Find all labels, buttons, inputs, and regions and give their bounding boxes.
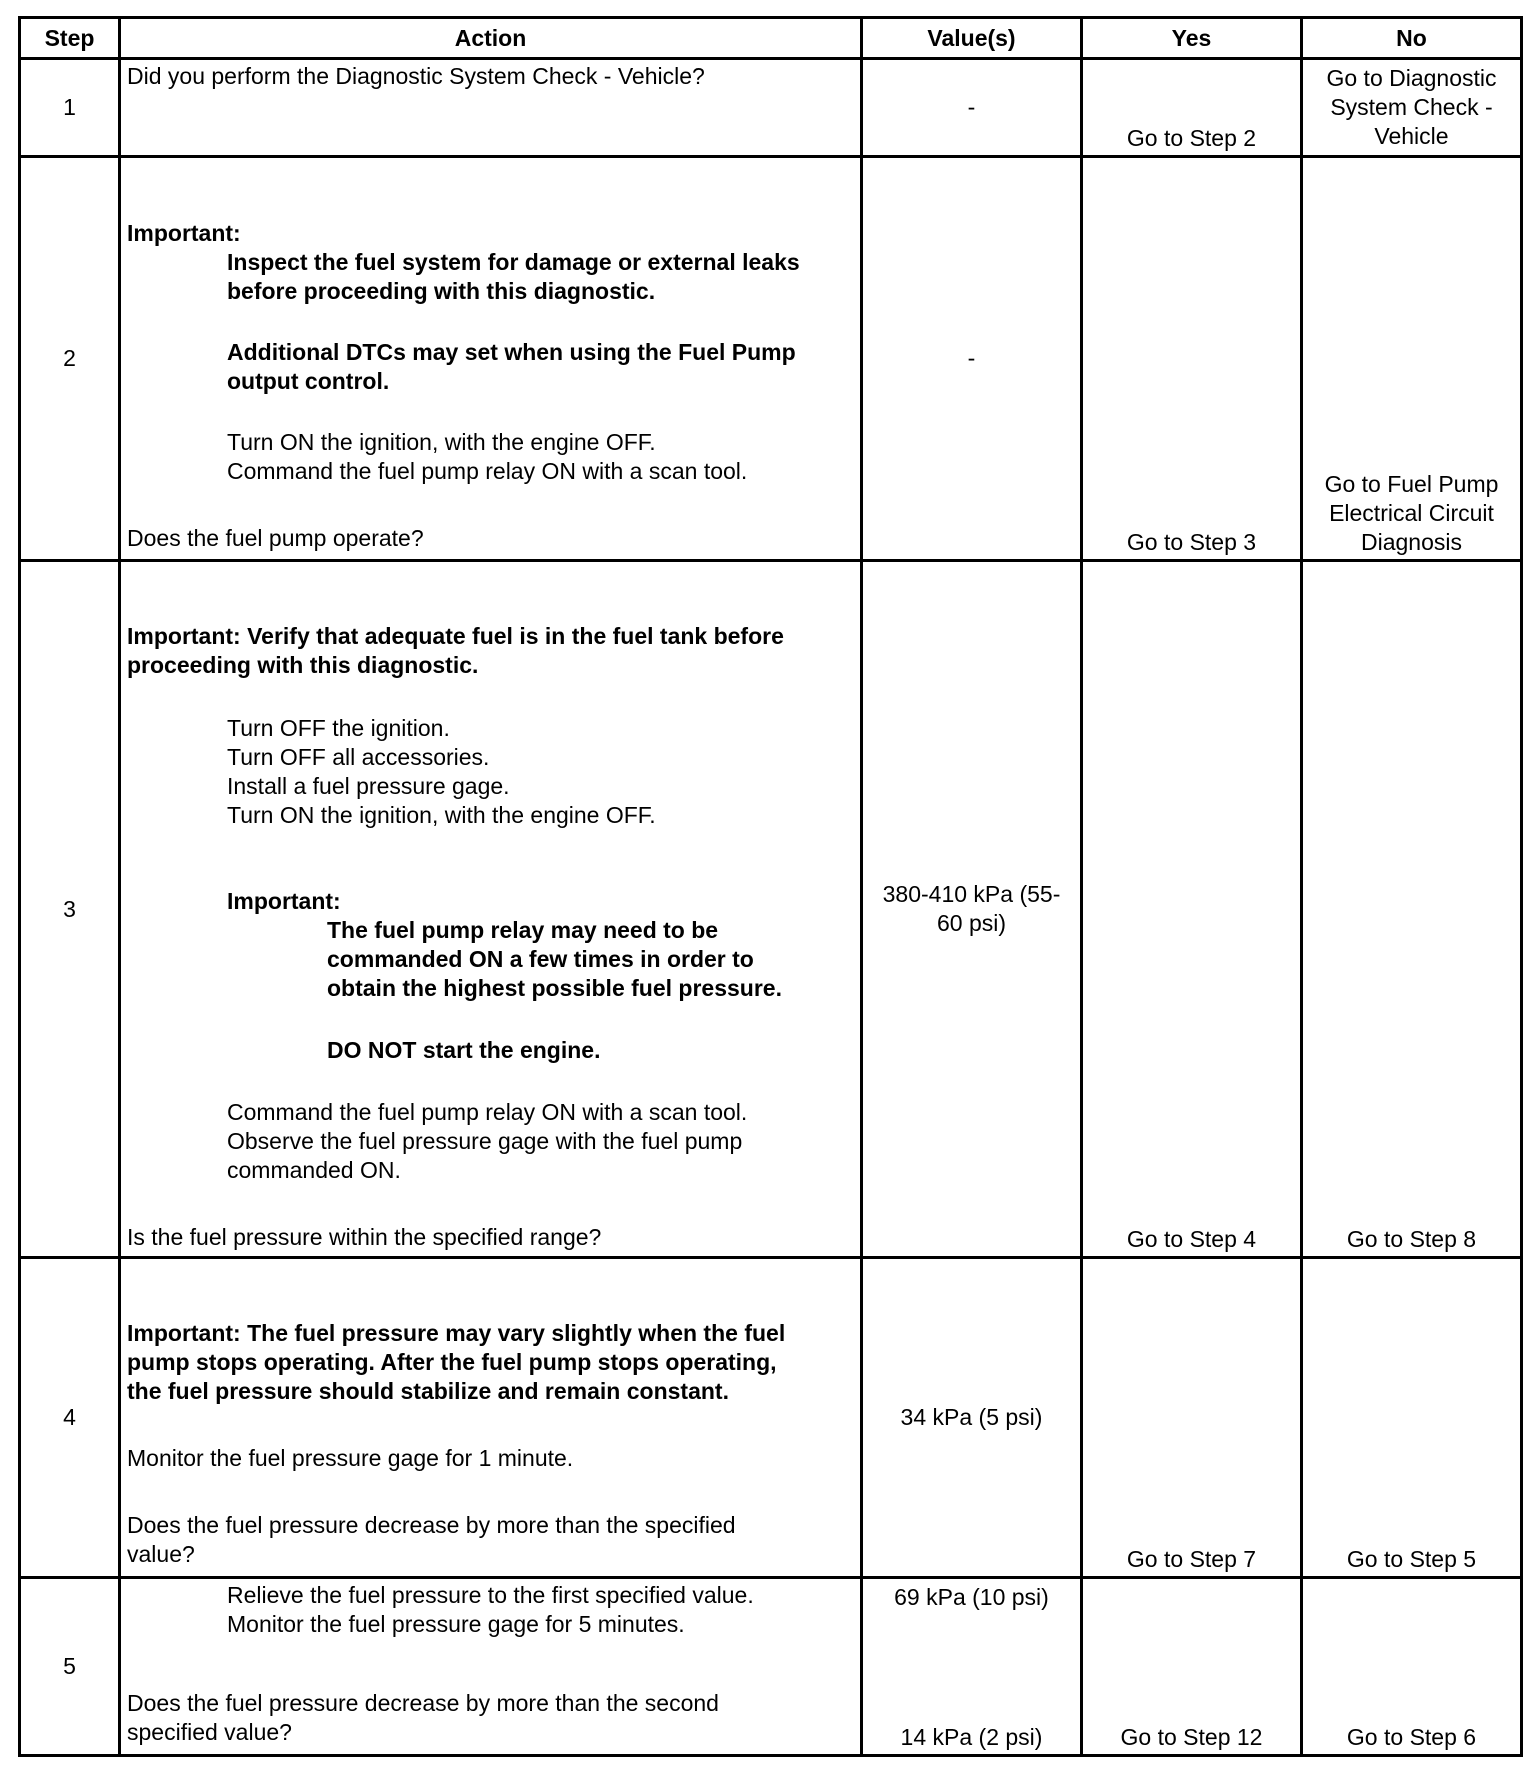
value-cell: - — [862, 59, 1082, 157]
action-question: Did you perform the Diagnostic System Check - Vehicle? — [127, 63, 705, 89]
important-text: Additional DTCs may set when using the Fuel Pump — [227, 339, 796, 365]
important-label: Important: — [227, 888, 341, 914]
table-row — [20, 59, 1522, 157]
important-text: The fuel pump relay may need to be — [327, 917, 719, 943]
yes-cell: Go to Step 7 — [1082, 1258, 1302, 1578]
important-text: Important: The fuel pressure may vary slightly when the fuel — [127, 1320, 786, 1346]
header-no: No — [1302, 18, 1522, 59]
no-line: Diagnosis — [1361, 529, 1462, 555]
no-cell: Go to Step 6 — [1302, 1578, 1522, 1756]
procedure-step: Observe the fuel pressure gage with the fuel pump — [227, 1128, 743, 1154]
header-step: Step — [20, 18, 120, 59]
action-cell — [120, 157, 862, 561]
procedure-step: Turn ON the ignition, with the engine OFF. — [227, 802, 656, 828]
important-text: the fuel pressure should stabilize and remain constant. — [127, 1378, 729, 1404]
value-line: 60 psi) — [936, 910, 1007, 936]
no-cell — [1302, 59, 1522, 157]
value-second: 14 kPa (2 psi) — [900, 1724, 1043, 1750]
yes-cell: Go to Step 12 — [1082, 1578, 1302, 1756]
no-line: Electrical Circuit — [1329, 500, 1494, 526]
step-number: 5 — [20, 1578, 120, 1756]
action-question: specified value? — [127, 1719, 292, 1745]
value-cell — [862, 561, 1082, 1258]
header-yes: Yes — [1082, 18, 1302, 59]
action-question: Is the fuel pressure within the specified range? — [127, 1224, 602, 1250]
important-text: output control. — [227, 368, 390, 394]
table-row — [20, 1578, 1522, 1756]
important-text: Inspect the fuel system for damage or external leaks — [227, 249, 800, 275]
procedure-step: commanded ON. — [227, 1157, 401, 1183]
action-question: Does the fuel pressure decrease by more than the second — [127, 1690, 719, 1716]
value-cell — [862, 1578, 1082, 1756]
yes-cell: Go to Step 3 — [1082, 157, 1302, 561]
important-text: obtain the highest possible fuel pressure. — [327, 975, 782, 1001]
action-cell — [120, 561, 862, 1258]
table-row — [20, 1258, 1522, 1578]
value-line: 380-410 kPa (55- — [882, 881, 1061, 907]
procedure-step: Install a fuel pressure gage. — [227, 773, 510, 799]
yes-cell: Go to Step 2 — [1082, 59, 1302, 157]
no-cell: Go to Step 5 — [1302, 1258, 1522, 1578]
diagnostic-table — [18, 16, 1523, 1757]
no-line: System Check - — [1330, 94, 1493, 120]
procedure-step: Command the fuel pump relay ON with a scan tool. — [227, 458, 748, 484]
action-question: value? — [127, 1541, 195, 1567]
table-row — [20, 561, 1522, 1258]
important-text: proceeding with this diagnostic. — [127, 652, 479, 678]
action-cell — [120, 59, 862, 157]
step-number: 3 — [20, 561, 120, 1258]
action-cell — [120, 1258, 862, 1578]
procedure-step: Command the fuel pump relay ON with a scan tool. — [227, 1099, 748, 1125]
action-question: Does the fuel pressure decrease by more than the specified — [127, 1512, 736, 1538]
no-line: Go to Diagnostic — [1326, 65, 1497, 91]
no-line: Go to Fuel Pump — [1324, 471, 1499, 497]
procedure-step: Relieve the fuel pressure to the first specified value. — [227, 1582, 754, 1608]
header-values: Value(s) — [862, 18, 1082, 59]
procedure-step: Turn OFF all accessories. — [227, 744, 490, 770]
warning-text: DO NOT start the engine. — [327, 1037, 601, 1063]
action-question: Does the fuel pump operate? — [127, 525, 424, 551]
step-number: 2 — [20, 157, 120, 561]
action-cell — [120, 1578, 862, 1756]
value-cell: - — [862, 157, 1082, 561]
important-text: commanded ON a few times in order to — [327, 946, 754, 972]
value-first: 69 kPa (10 psi) — [894, 1584, 1049, 1610]
step-number: 4 — [20, 1258, 120, 1578]
important-text: before proceeding with this diagnostic. — [227, 278, 656, 304]
no-cell: Go to Step 8 — [1302, 561, 1522, 1258]
important-text: pump stops operating. After the fuel pump stops operating, — [127, 1349, 777, 1375]
procedure-step: Monitor the fuel pressure gage for 5 minutes. — [227, 1611, 685, 1637]
procedure-step: Turn OFF the ignition. — [227, 715, 450, 741]
procedure-step: Monitor the fuel pressure gage for 1 minute. — [127, 1445, 574, 1471]
header-row — [20, 18, 1522, 59]
header-action: Action — [120, 18, 862, 59]
step-number: 1 — [20, 59, 120, 157]
important-text: Important: Verify that adequate fuel is in the fuel tank before — [127, 623, 784, 649]
procedure-step: Turn ON the ignition, with the engine OFF. — [227, 429, 656, 455]
value-cell: 34 kPa (5 psi) — [862, 1258, 1082, 1578]
table-row — [20, 157, 1522, 561]
yes-cell: Go to Step 4 — [1082, 561, 1302, 1258]
no-line: Vehicle — [1374, 123, 1449, 149]
no-cell — [1302, 157, 1522, 561]
important-label: Important: — [127, 220, 241, 246]
